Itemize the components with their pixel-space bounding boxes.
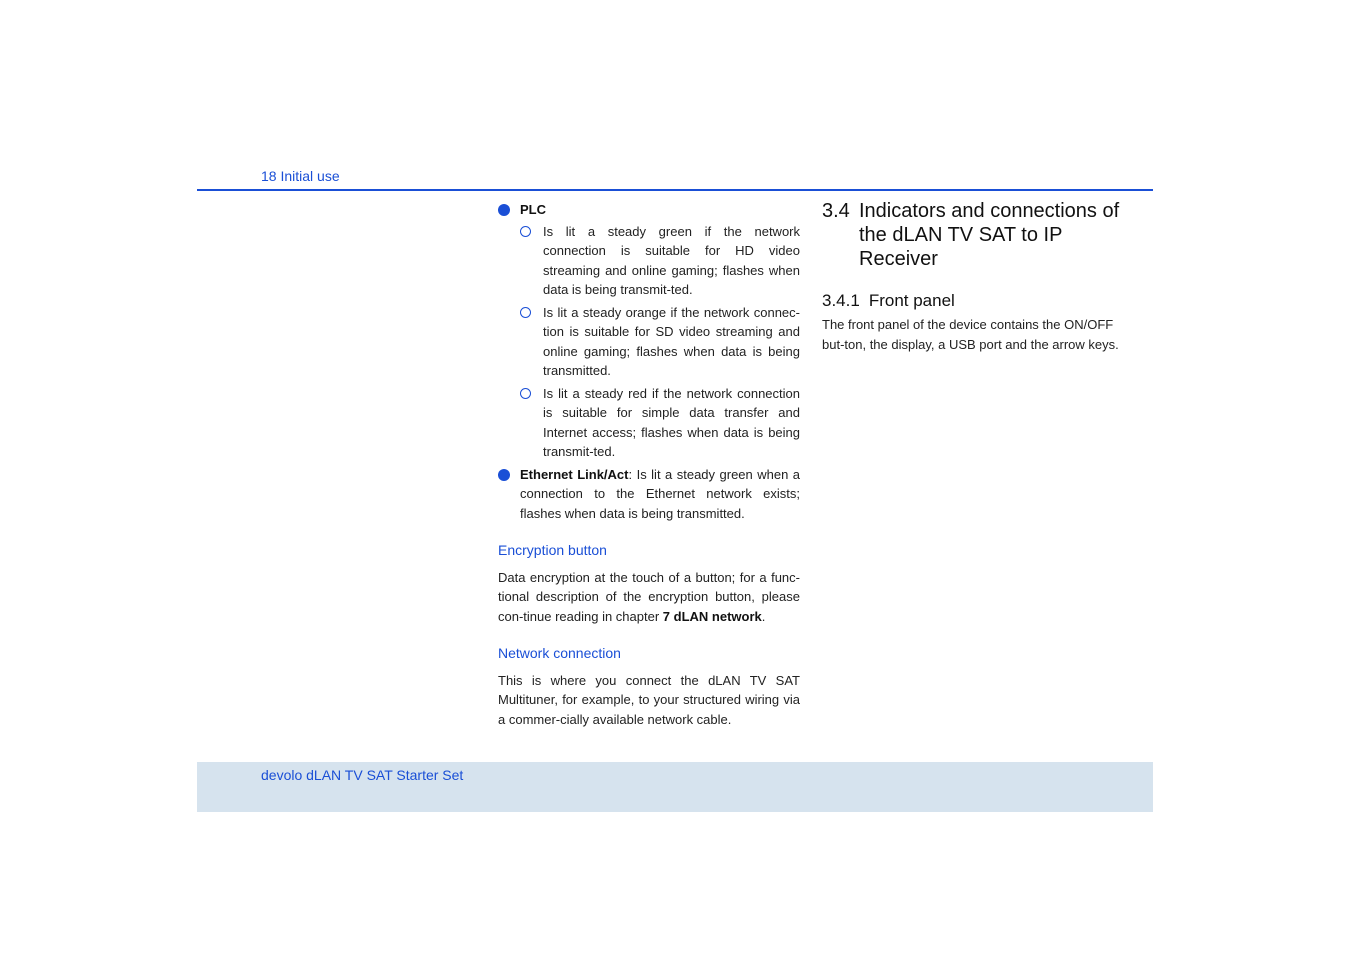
network-heading: Network connection [498,645,621,661]
circle-bullet-icon [520,388,531,399]
encryption-heading: Encryption button [498,542,607,558]
bullet-icon [498,204,510,216]
ethernet-text: : Is lit a steady green when a connection to the Ethernet network exists; flashes when data is being transmitted. [520,466,801,521]
front-panel-paragraph: The front panel of the device contains the ON/OFF but-ton, the display, a USB port and the arrow keys. [822,317,1119,352]
left-text-column [498,200,800,729]
subsection-number: 3.4.1 [822,291,860,310]
plc-item-text: Is lit a steady green if the network connection is suitable for HD video streaming and online gaming; flashes when data is being transmit-ted. [543,223,800,297]
plc-sub-list [520,222,800,462]
network-paragraph: This is where you connect the dLAN TV SAT Multituner, for example, to your structured wiring via a commer-cially available network cable. [498,672,800,727]
header-rule [197,189,1153,191]
encryption-end: . [761,608,766,624]
encryption-paragraph [498,568,800,627]
running-header: 18 Initial use [261,168,340,184]
subsection-heading [822,291,1127,311]
section-heading [822,199,1127,271]
bullet-icon [498,469,510,481]
section-title: Indicators and connections of the dLAN TV SAT to IP Receiver [859,200,1120,270]
list-item [520,222,800,300]
footer-text: devolo dLAN TV SAT Starter Set [261,767,464,783]
plc-item-text: Is lit a steady red if the network connection is suitable for simple data transfer and Internet access; flashes when data is being transmit-ted. [543,385,800,459]
circle-bullet-icon [520,307,531,318]
list-item [520,303,800,381]
circle-bullet-icon [520,226,531,237]
right-text-column [822,199,1127,367]
list-item [498,200,800,462]
chapter-reference: 7 dLAN network [662,608,762,624]
list-item [498,465,800,524]
subsection-title: Front panel [868,291,955,310]
plc-item-text: Is lit a steady orange if the network connec-tion is suitable for SD video streaming and online gaming; flashes when data is being transmitted. [543,304,800,378]
encryption-text: Data encryption at the touch of a button; for a func-tional description of the encryption button, please con-tinue reading in chapter [498,569,800,624]
ethernet-label: Ethernet Link/Act [520,466,629,482]
plc-label: PLC [520,202,546,217]
list-item [520,384,800,462]
footer-band [197,762,1153,812]
section-number: 3.4 [822,200,850,222]
